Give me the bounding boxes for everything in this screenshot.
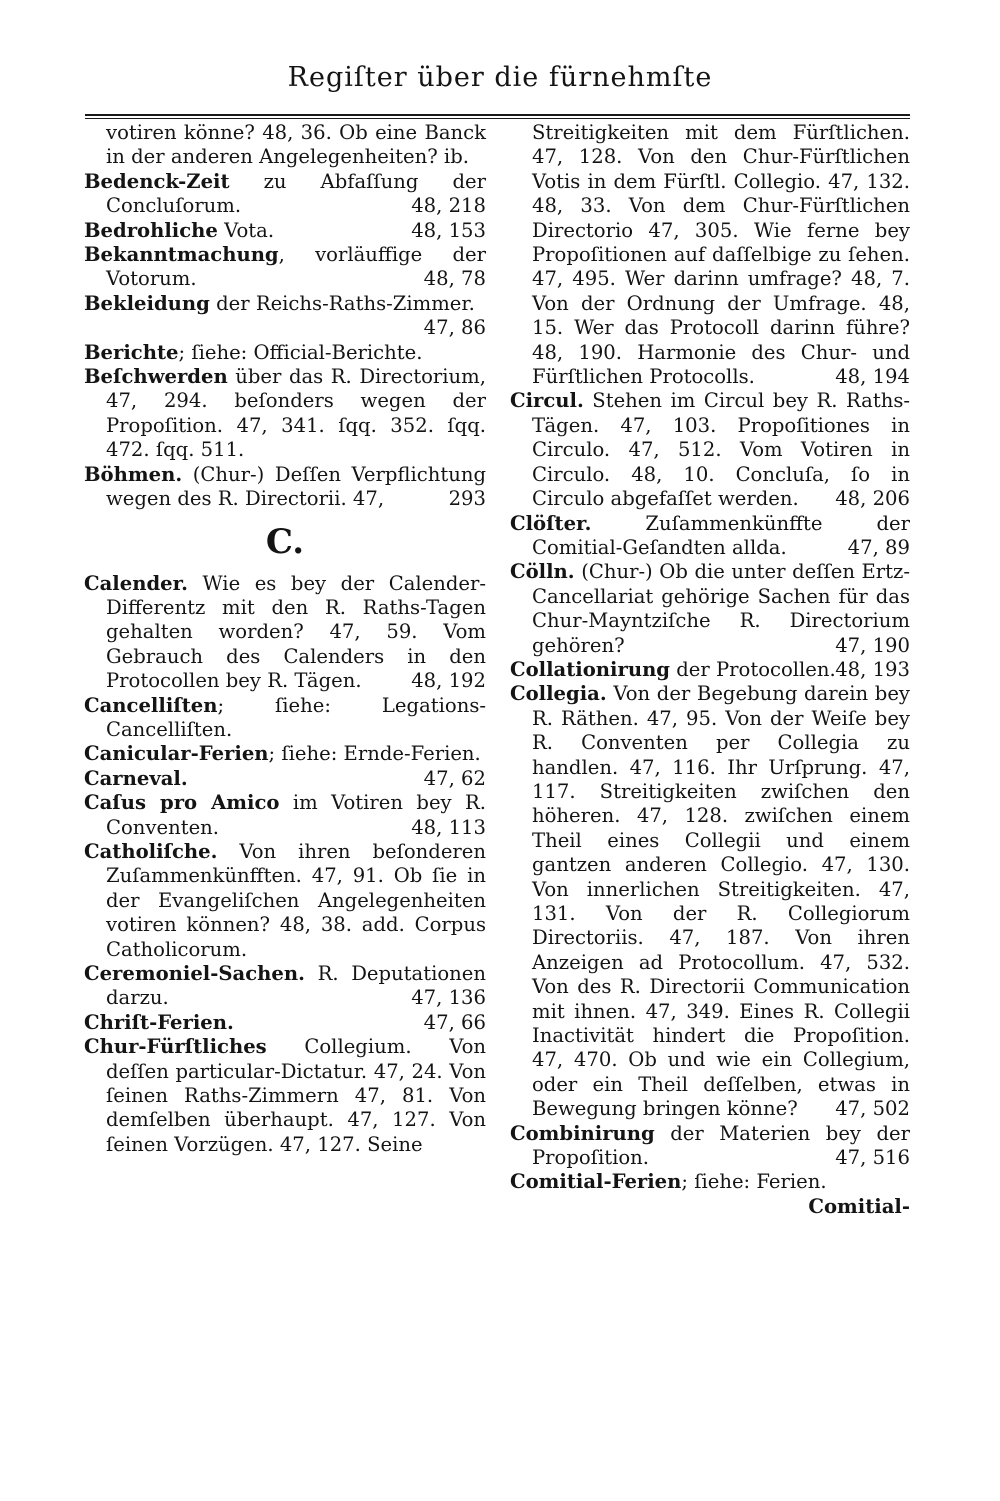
entry-headword: Ceremoniel-Sachen.	[84, 962, 305, 985]
entry-headword: Canicular-Ferien	[84, 742, 269, 766]
entry-headword: Catholiſche.	[84, 839, 218, 863]
running-header: Regiſter über die fürnehmſte	[287, 62, 713, 93]
entry-headword: Caſus pro Amico	[84, 791, 280, 815]
index-entry	[510, 389, 910, 511]
right-column	[510, 121, 910, 1219]
entry-text: Zuſammenkünffte der Comitial-Geſandten allda.	[532, 511, 910, 559]
entry-headword: Bedenck-Zeit	[84, 169, 230, 193]
index-entry	[510, 682, 910, 1121]
entry-page-reference: 48, 78	[423, 267, 486, 291]
entry-text: Von ihren beſonderen Zuſammenkünfften. 47, 91. Ob ſie in der Evangeliſchen Angelegenheiten votiren können? 48, 38. add. Corpus Catholicorum.	[106, 839, 486, 961]
entry-text: R. Deputationen darzu.	[106, 962, 486, 1010]
index-entry	[510, 121, 910, 389]
entry-text: votiren könne? 48, 36. Ob eine Banck in der anderen Angelegenheiten? ib.	[106, 121, 486, 169]
index-entry	[510, 1170, 910, 1194]
section-letter: C.	[265, 521, 305, 562]
entry-text: Stehen im Circul bey R. Raths-Tägen. 47, 103. Propoſitiones in Circulo. 47, 512. Vom Votiren in Circulo. 48, 10. Concluſa, ſo in Circulo abgefaſſet werden.	[532, 389, 910, 511]
index-entry	[84, 962, 486, 1011]
entry-page-reference: 48, 153	[411, 218, 486, 242]
entry-text: (Chur-) Ob die unter deſſen Ertz-Cancellariat gehörige Sachen für das Chur-Mayntziſche R. Directorium gehören?	[532, 560, 910, 657]
entry-text: über das R. Directorium, 47, 294. beſonders wegen der Propoſition. 47, 341. ſqq. 352. ſqq. 472. ſqq. 511.	[106, 365, 486, 462]
entry-page-reference: 47, 136	[411, 986, 486, 1010]
entry-page-reference: 48, 218	[411, 194, 486, 218]
entry-text: ; ſiehe: Legations-Cancelliſten.	[106, 693, 486, 741]
index-entry	[84, 742, 486, 766]
index-entry	[84, 170, 486, 219]
index-entry	[84, 365, 486, 463]
entry-text: der Protocollen.	[670, 657, 836, 681]
entry-text: im Votiren bey R. Conventen.	[106, 791, 486, 839]
entry-headword: Comitial-Ferien	[510, 1170, 682, 1194]
entry-headword: Cancelliſten	[84, 693, 218, 717]
entry-text: ; ſiehe: Ferien.	[681, 1170, 827, 1194]
entry-headword: Chriſt-Ferien.	[84, 1010, 234, 1034]
entry-text: Wie es bey der Calender-Differentz mit den R. Raths-Tagen gehalten worden? 47, 59. Vom Gebrauch des Calenders in den Protocollen bey R. Tägen.	[106, 571, 486, 693]
index-entry	[84, 463, 486, 512]
entry-headword: Clöſter.	[510, 511, 592, 535]
entry-page-reference: 47, 502	[835, 1097, 910, 1121]
entry-page-reference: 48, 194	[835, 365, 910, 389]
index-entry	[84, 572, 486, 694]
entry-page-reference: 47, 190	[835, 633, 910, 657]
entry-text: , vorläuffige der Votorum.	[106, 243, 486, 291]
entry-text: der Reichs-Raths-Zimmer.	[209, 291, 475, 315]
entry-headword: Böhmen.	[84, 462, 183, 486]
index-entry	[84, 840, 486, 962]
entry-text: Collegium. Von deſſen particular-Dictatur. 47, 24. Von ſeinen Raths-Zimmern 47, 81. Von demſelben überhaupt. 47, 127. Von ſeinen Vorzügen. 47, 127. Seine	[106, 1035, 486, 1156]
entry-headword: Combinirung	[510, 1121, 655, 1145]
index-entry	[84, 292, 486, 341]
entry-page-reference: 47, 86	[423, 316, 486, 340]
index-entry	[84, 243, 486, 292]
entry-page-reference: 47, 66	[423, 1010, 486, 1034]
index-entry	[84, 121, 486, 170]
entry-page-reference: 48, 113	[411, 815, 486, 839]
header-rule	[85, 114, 910, 119]
entry-headword: Calender.	[84, 571, 188, 595]
entry-text: zu Abfaſſung der Concluſorum.	[106, 169, 486, 218]
index-entry	[84, 767, 486, 791]
entry-headword: Collegia.	[510, 682, 607, 706]
entry-text: ; ſiehe: Official-Berichte.	[178, 340, 423, 364]
entry-text: Von der Begebung darein bey R. Räthen. 47, 95. Von der Weiſe bey R. Conventen per Collegia zu handlen. 47, 116. Ihr Urſprung. 47, 117. Streitigkeiten zwiſchen den höheren. 47, 128. zwiſchen einem Theil eines Collegii und einem gantzen anderen Collegio. 47, 130. Von innerlichen Streitigkeiten. 47, 131. Von der R. Collegiorum Directoriis. 47, 187. Von ihren Anzeigen ad Protocollum. 47, 532. Von des R. Directorii Communication mit ihnen. 47, 349. Eines R. Collegii Inactivität hindert die Propoſition. 47, 470. Ob und wie ein Collegium, oder ein Theil deſſelben, etwas in Bewegung bringen könne?	[532, 682, 910, 1121]
entry-headword: Bekleidung	[84, 291, 210, 315]
entry-page-reference: 48, 193	[835, 657, 910, 681]
entry-page-reference: 47, 89	[847, 535, 910, 559]
entry-page-reference: 48, 192	[411, 669, 486, 693]
left-column	[84, 121, 486, 1157]
index-entry	[84, 1011, 486, 1035]
index-entry	[84, 219, 486, 243]
entry-text: Vota.	[217, 218, 275, 242]
index-entry	[84, 791, 486, 840]
index-entry	[510, 560, 910, 658]
entry-text: der Materien bey der Propoſition.	[532, 1121, 910, 1170]
entry-headword: Bekanntmachung	[84, 243, 279, 267]
entry-headword: Collationirung	[510, 657, 671, 681]
index-entry	[510, 658, 910, 682]
entry-page-reference: 293	[448, 487, 486, 511]
index-entry	[510, 1122, 910, 1171]
entry-text: Streitigkeiten mit dem Fürſtlichen. 47, 128. Von den Chur-Fürſtlichen Votis in dem Fürſtl. Collegio. 47, 132. 48, 33. Von dem Chur-Fürſtlichen Directorio 47, 305. Wie ferne bey Propoſitionen auf daſſelbige zu ſehen. 47, 495. Wer darinn umfrage? 48, 7. Von der Ordnung der Umfrage. 48, 15. Wer das Protocoll darinn führe? 48, 190. Harmonie des Chur- und Fürſtlichen Protocolls.	[532, 121, 910, 389]
catchword: Comitial-	[808, 1194, 910, 1218]
entry-text: (Chur-) Deſſen Verpflichtung wegen des R. Directorii. 47,	[106, 462, 486, 511]
entry-page-reference: 47, 62	[423, 766, 486, 790]
entry-headword: Cölln.	[510, 560, 575, 584]
entry-page-reference: 47, 516	[835, 1146, 910, 1170]
entry-headword: Carneval.	[84, 766, 188, 790]
entry-headword: Bedrohliche	[84, 218, 218, 242]
entry-headword: Chur-Fürſtliches	[84, 1035, 267, 1059]
index-entry	[84, 341, 486, 365]
entry-headword: Circul.	[510, 389, 584, 413]
entry-headword: Beſchwerden	[84, 365, 228, 389]
entry-page-reference: 48, 206	[835, 487, 910, 511]
index-entry	[84, 694, 486, 743]
index-entry	[84, 1035, 486, 1157]
index-entry	[510, 512, 910, 561]
entry-headword: Berichte	[84, 340, 179, 364]
entry-text: ; ſiehe: Ernde-Ferien.	[268, 742, 481, 766]
